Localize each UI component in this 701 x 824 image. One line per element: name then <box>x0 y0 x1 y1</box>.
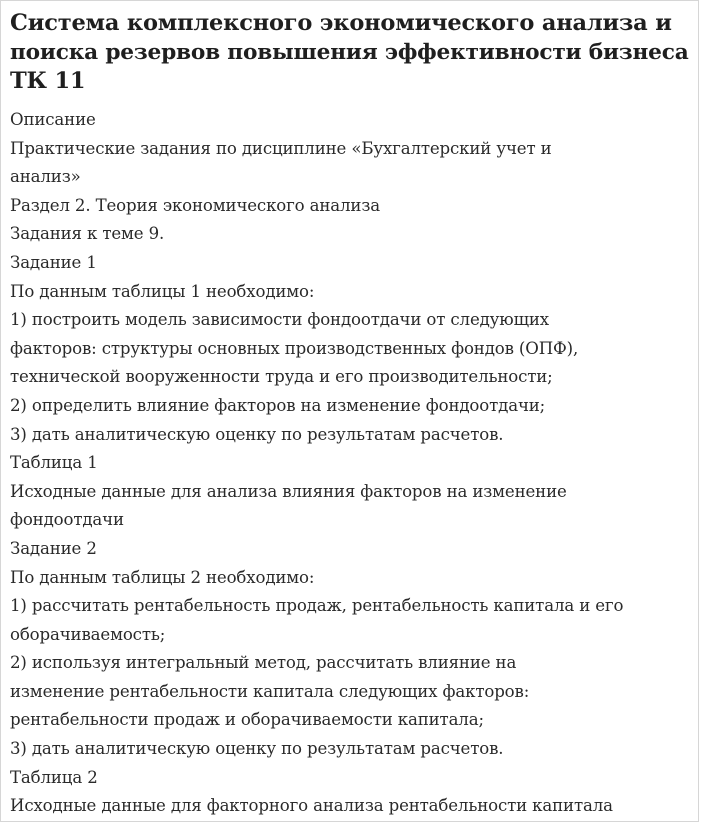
body-line: 1) построить модель зависимости фондоотдачи от следующих <box>10 310 549 330</box>
body-line: 1) рассчитать рентабельность продаж, рентабельность капитала и его <box>10 596 624 616</box>
page-title <box>10 9 689 96</box>
body-line: рентабельности продаж и оборачиваемости капитала; <box>10 710 484 730</box>
table-caption: Таблица 2 <box>10 767 98 787</box>
body-line: технической вооруженности труда и его производительности; <box>10 367 553 387</box>
body-line: По данным таблицы 1 необходимо: <box>10 281 315 301</box>
body-line: 3) дать аналитическую оценку по результатам расчетов. <box>10 739 504 759</box>
table-caption: Таблица 1 <box>10 453 98 473</box>
task-heading: Задание 1 <box>10 252 97 272</box>
section-heading: Раздел 2. Теория экономического анализа <box>10 195 380 215</box>
title-line: Система комплексного экономического анализа и <box>10 10 672 36</box>
body-line: 2) определить влияние факторов на изменение фондоотдачи; <box>10 395 546 415</box>
title-line: поиска резервов повышения эффективности бизнеса <box>10 40 689 65</box>
body-line: анализ» <box>10 167 81 187</box>
body-line: Исходные данные для анализа влияния факторов на изменение <box>10 481 567 501</box>
body-line: фондоотдачи <box>10 510 124 530</box>
body-line: 2) используя интегральный метод, рассчитать влияние на <box>10 653 517 673</box>
body-line: 3) дать аналитическую оценку по результатам расчетов. <box>10 424 504 444</box>
body-line: Исходные данные для факторного анализа рентабельности капитала <box>10 796 613 816</box>
body-line: факторов: структуры основных производственных фондов (ОПФ), <box>10 338 579 358</box>
body-line: По данным таблицы 2 необходимо: <box>10 567 315 587</box>
title-line: ТК 11 <box>10 68 86 94</box>
section-label-description: Описание <box>10 110 96 129</box>
body-line: изменение рентабельности капитала следующих факторов: <box>10 681 530 701</box>
task-heading: Задание 2 <box>10 538 97 558</box>
body-line: Практические задания по дисциплине «Бухгалтерский учет и <box>10 138 552 158</box>
document-content <box>1 1 698 821</box>
topic-heading: Задания к теме 9. <box>10 224 165 244</box>
body-line: оборачиваемость; <box>10 624 166 644</box>
